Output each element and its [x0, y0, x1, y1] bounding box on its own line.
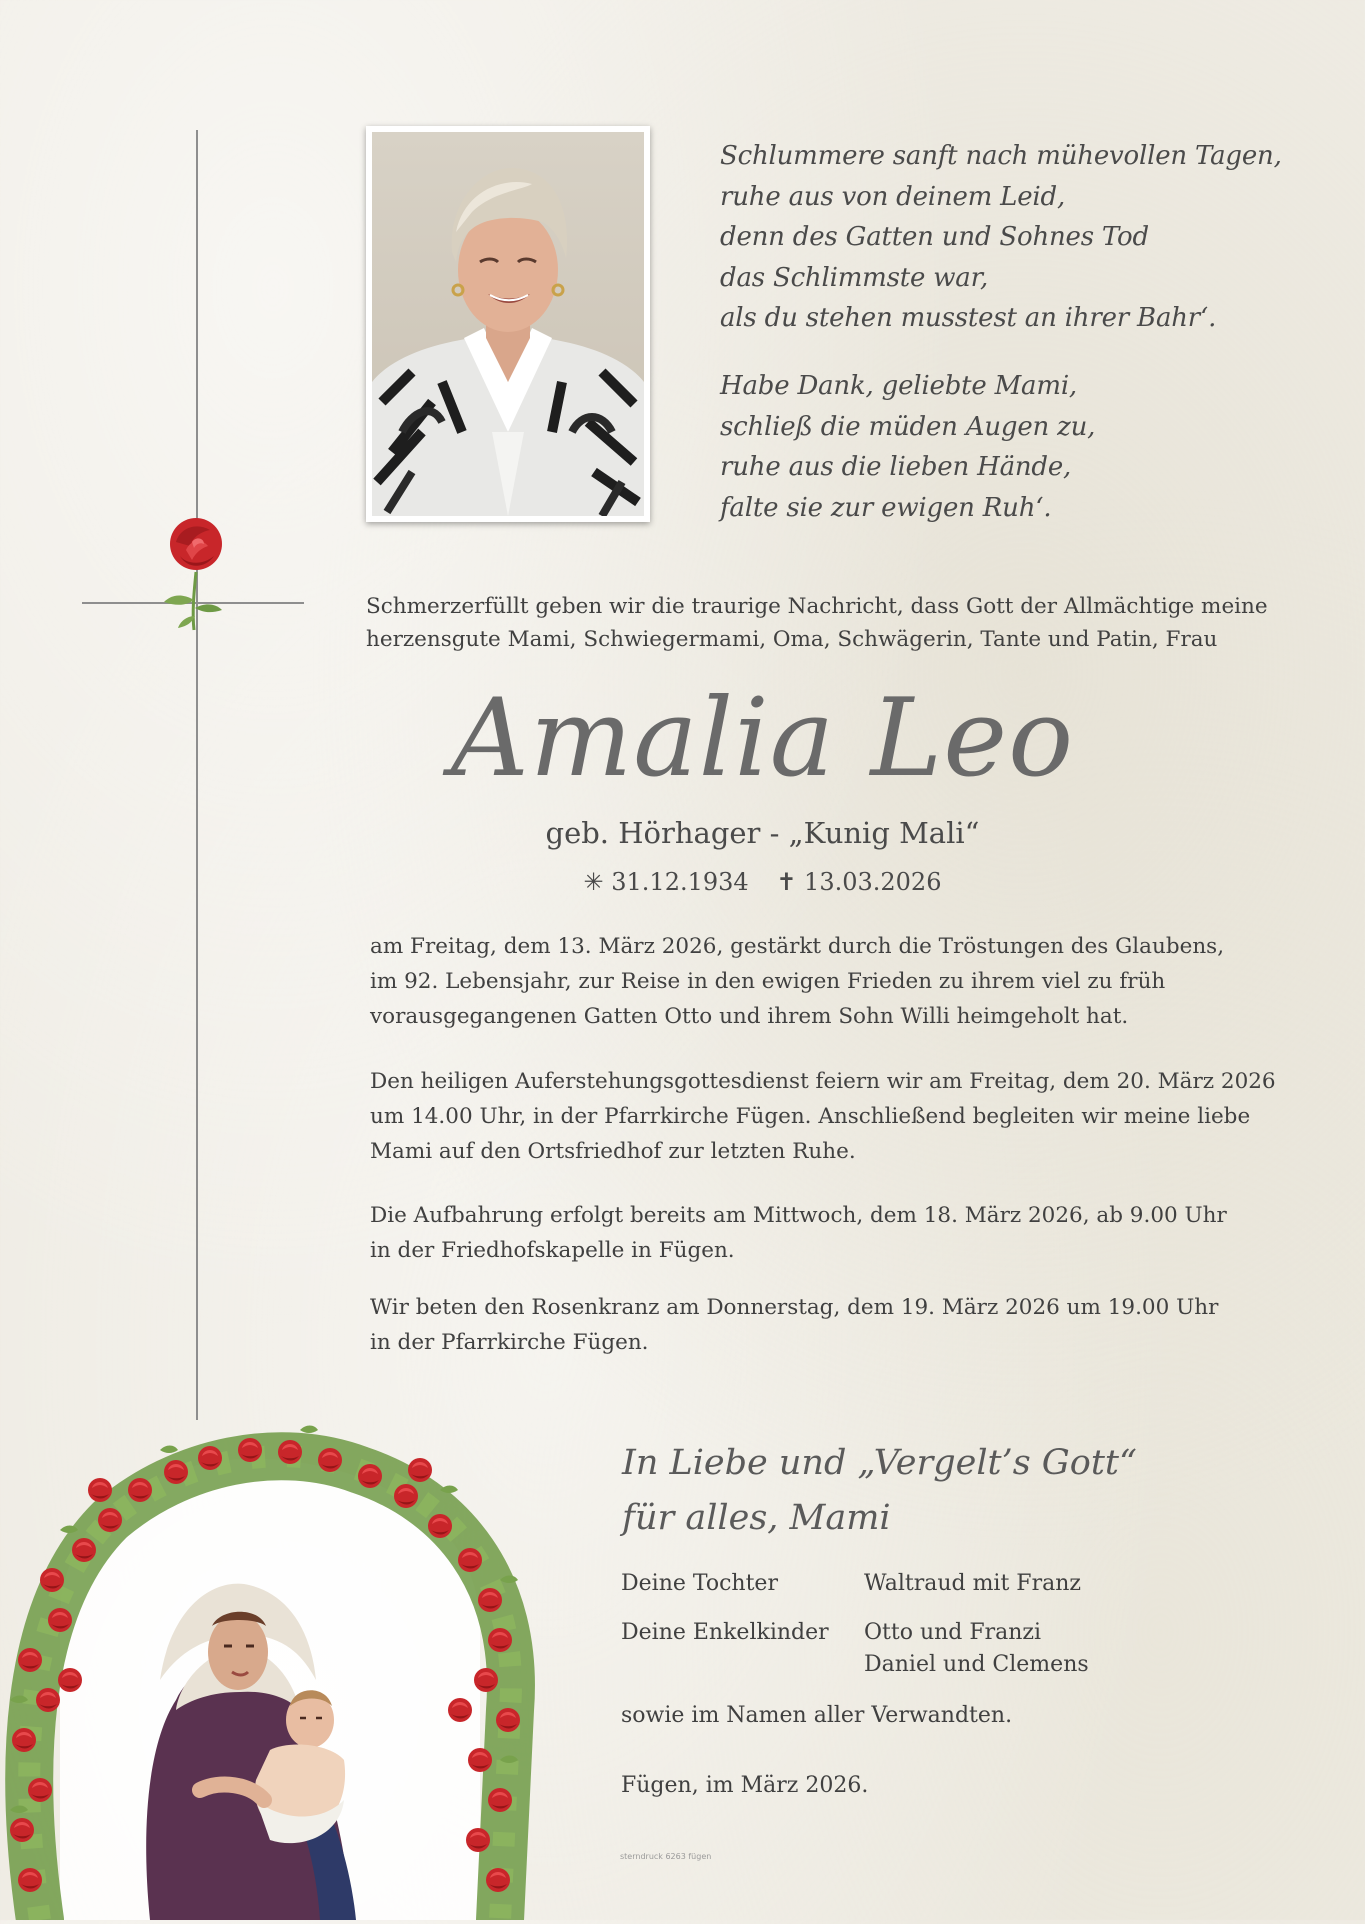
- place-date: Fügen, im März 2026.: [621, 1773, 869, 1798]
- relatives-note: sowie im Namen aller Verwandten.: [621, 1703, 1013, 1728]
- paragraph-line: Den heiligen Auferstehungsgottesdienst feiern wir am Freitag, dem 20. März 2026: [370, 1069, 1276, 1094]
- family-names: Otto und Franzi: [864, 1620, 1042, 1645]
- closing-line: In Liebe und „Vergelt’s Gott“: [622, 1443, 1137, 1483]
- paragraph-line: Wir beten den Rosenkranz am Donnerstag, dem 19. März 2026 um 19.00 Uhr: [370, 1295, 1219, 1320]
- printer-imprint: sterndruck 6263 fügen: [620, 1852, 712, 1861]
- paragraph-line: in der Friedhofskapelle in Fügen.: [370, 1238, 735, 1263]
- poem-line: als du stehen musstest an ihrer Bahr‘.: [720, 303, 1217, 333]
- poem-stanza-2: [720, 366, 1095, 528]
- paragraph-line: Mami auf den Ortsfriedhof zur letzten Ruhe.: [370, 1139, 856, 1164]
- family-relation: Deine Enkelkinder: [621, 1620, 829, 1645]
- paragraph-line: um 14.00 Uhr, in der Pfarrkirche Fügen. Anschließend begleiten wir meine liebe: [370, 1104, 1251, 1129]
- paragraph-passing: [370, 929, 1224, 1034]
- intro-line: herzensgute Mami, Schwiegermami, Oma, Schwägerin, Tante und Patin, Frau: [366, 627, 1218, 652]
- poem-line: schließ die müden Augen zu,: [720, 411, 1096, 442]
- closing-thanks: [622, 1436, 1137, 1546]
- rose-icon: [140, 512, 240, 632]
- poem-line: denn des Gatten und Sohnes Tod: [720, 222, 1149, 252]
- paragraph-rosary: [370, 1290, 1218, 1360]
- life-dates: [0, 868, 1365, 896]
- poem-line: Habe Dank, geliebte Mami,: [720, 371, 1077, 401]
- portrait-photo: [366, 126, 650, 522]
- paragraph-line: vorausgegangenen Gatten Otto und ihrem Sohn Willi heimgeholt hat.: [370, 1004, 1129, 1029]
- closing-line: für alles, Mami: [622, 1498, 891, 1538]
- paragraph-line: am Freitag, dem 13. März 2026, gestärkt durch die Tröstungen des Glaubens,: [370, 934, 1225, 959]
- poem-stanza-1: [720, 136, 1282, 339]
- poem-line: Schlummere sanft nach mühevollen Tagen,: [720, 141, 1282, 171]
- paragraph-line: Die Aufbahrung erfolgt bereits am Mittwoch, dem 18. März 2026, ab 9.00 Uhr: [370, 1203, 1227, 1228]
- poem-line: falte sie zur ewigen Ruh‘.: [720, 492, 1052, 523]
- death-date: ✝ 13.03.2026: [776, 868, 942, 896]
- family-names: Daniel und Clemens: [864, 1652, 1089, 1677]
- birth-date: ✳ 31.12.1934: [583, 868, 749, 896]
- paragraph-viewing: [370, 1198, 1227, 1268]
- deceased-name: Amalia Leo: [450, 676, 1075, 801]
- family-names: Waltraud mit Franz: [864, 1571, 1081, 1596]
- poem-line: ruhe aus von deinem Leid,: [720, 181, 1066, 212]
- poem-line: das Schlimmste war,: [720, 262, 989, 293]
- paragraph-line: in der Pfarrkirche Fügen.: [370, 1330, 649, 1355]
- poem-line: ruhe aus die lieben Hände,: [720, 452, 1072, 482]
- birth-name: geb. Hörhager - „Kunig Mali“: [545, 816, 980, 850]
- intro-line: Schmerzerfüllt geben wir die traurige Nachricht, dass Gott der Allmächtige meine: [366, 594, 1268, 619]
- paragraph-service: [370, 1064, 1276, 1169]
- madonna-rose-arch-image: [0, 1380, 540, 1920]
- family-relation: Deine Tochter: [621, 1571, 778, 1596]
- paragraph-line: im 92. Lebensjahr, zur Reise in den ewigen Frieden zu ihrem viel zu früh: [370, 969, 1166, 994]
- intro-text: [366, 590, 1268, 656]
